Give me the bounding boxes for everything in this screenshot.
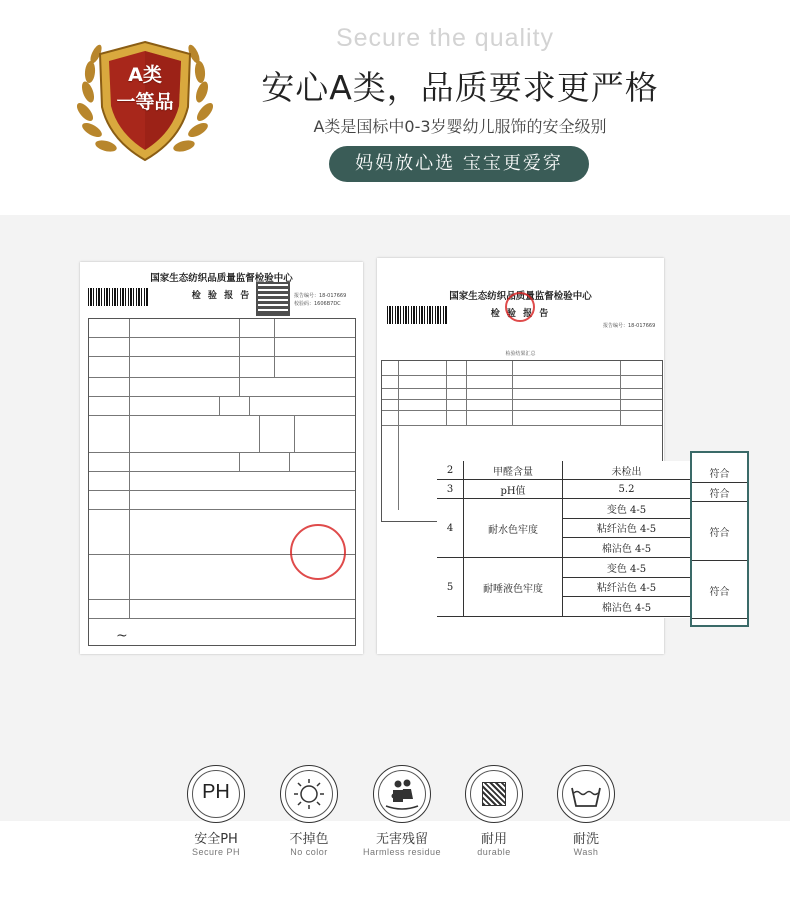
cert-right-summary: 检验结果汇总 bbox=[505, 351, 536, 357]
page-subtitle: A类是国标中0-3岁婴幼儿服饰的安全级别 bbox=[313, 117, 607, 136]
row-no: 5 bbox=[437, 558, 464, 617]
slogan-pill: 妈妈放心选 宝宝更爱穿 bbox=[329, 146, 589, 182]
row-no: 4 bbox=[437, 499, 464, 558]
result-highlight-box bbox=[690, 451, 749, 627]
feature-label-en: Wash bbox=[573, 847, 599, 857]
row-value: 5.2 bbox=[563, 480, 691, 499]
result-cell: 符合 bbox=[709, 528, 730, 539]
qr-code-icon bbox=[258, 284, 288, 314]
cert-left-form bbox=[88, 318, 356, 646]
feature-label: 安全PH bbox=[194, 832, 238, 847]
badge-line2: 一等品 bbox=[116, 91, 174, 113]
feature-harmless-residue bbox=[357, 765, 447, 857]
row-value: 变色 4-5 bbox=[563, 558, 691, 578]
result-cell: 符合 bbox=[709, 469, 730, 480]
row-value: 粘纤沾色 4-5 bbox=[563, 518, 691, 538]
grade-badge-label bbox=[105, 62, 185, 116]
barcode-icon bbox=[88, 288, 148, 306]
row-value: 变色 4-5 bbox=[563, 499, 691, 519]
feature-label-en: Secure PH bbox=[191, 847, 241, 857]
cert-left-check-code: 校验码：1606B7DC bbox=[294, 301, 341, 307]
result-cell: 符合 bbox=[709, 489, 730, 500]
row-item: 耐唾液色牢度 bbox=[464, 558, 563, 617]
feature-label-en: durable bbox=[477, 847, 511, 857]
feature-label: 耐洗 bbox=[572, 832, 599, 847]
feature-durable bbox=[450, 765, 538, 857]
cert-right-report: 检 验 报 告 bbox=[490, 309, 551, 319]
row-value: 棉沾色 4-5 bbox=[563, 538, 691, 558]
wash-icon bbox=[557, 765, 615, 823]
row-no: 3 bbox=[437, 480, 464, 499]
official-stamp-icon bbox=[505, 292, 535, 322]
feature-no-color bbox=[265, 765, 353, 857]
badge-line1: A类 bbox=[128, 64, 162, 86]
cert-right-report-no: 报告编号：18-017669 bbox=[603, 323, 656, 329]
feature-label-en: Harmless residue bbox=[362, 847, 442, 857]
row-no: 2 bbox=[437, 461, 464, 480]
feature-secure-ph bbox=[172, 765, 260, 857]
feature-wash bbox=[542, 765, 630, 857]
barcode-icon bbox=[387, 306, 447, 324]
feature-label: 不掉色 bbox=[289, 832, 329, 847]
secure-tagline: Secure the quality bbox=[335, 24, 555, 52]
feature-label: 无害残留 bbox=[375, 832, 428, 847]
feature-label: 耐用 bbox=[480, 832, 507, 847]
row-item: 耐水色牢度 bbox=[464, 499, 563, 558]
ph-icon bbox=[187, 765, 245, 823]
row-item: 甲醛含量 bbox=[464, 461, 563, 480]
cert-left-report: 检 验 报 告 bbox=[191, 291, 252, 301]
feature-label-en: No color bbox=[290, 847, 328, 857]
cert-left-report-no: 报告编号：18-017669 bbox=[294, 293, 347, 299]
cert-right-org: 国家生态纺织品质量监督检验中心 bbox=[449, 291, 592, 302]
ph-glyph: PH bbox=[202, 781, 230, 803]
signature-icon: ~ bbox=[116, 628, 128, 644]
row-value: 棉沾色 4-5 bbox=[563, 597, 691, 617]
result-cell: 符合 bbox=[709, 587, 730, 598]
fabric-icon bbox=[465, 765, 523, 823]
family-icon bbox=[373, 765, 431, 823]
page-title: 安心A类，品质要求更严格 bbox=[261, 68, 659, 107]
row-item: pH值 bbox=[464, 480, 563, 499]
official-stamp-icon bbox=[290, 524, 346, 580]
row-value: 粘纤沾色 4-5 bbox=[563, 577, 691, 597]
row-value: 未检出 bbox=[563, 461, 691, 480]
cert-left-org: 国家生态纺织品质量监督检验中心 bbox=[150, 273, 293, 284]
fabric-weave bbox=[483, 783, 505, 805]
certificate-left bbox=[80, 262, 363, 654]
sun-icon bbox=[280, 765, 338, 823]
